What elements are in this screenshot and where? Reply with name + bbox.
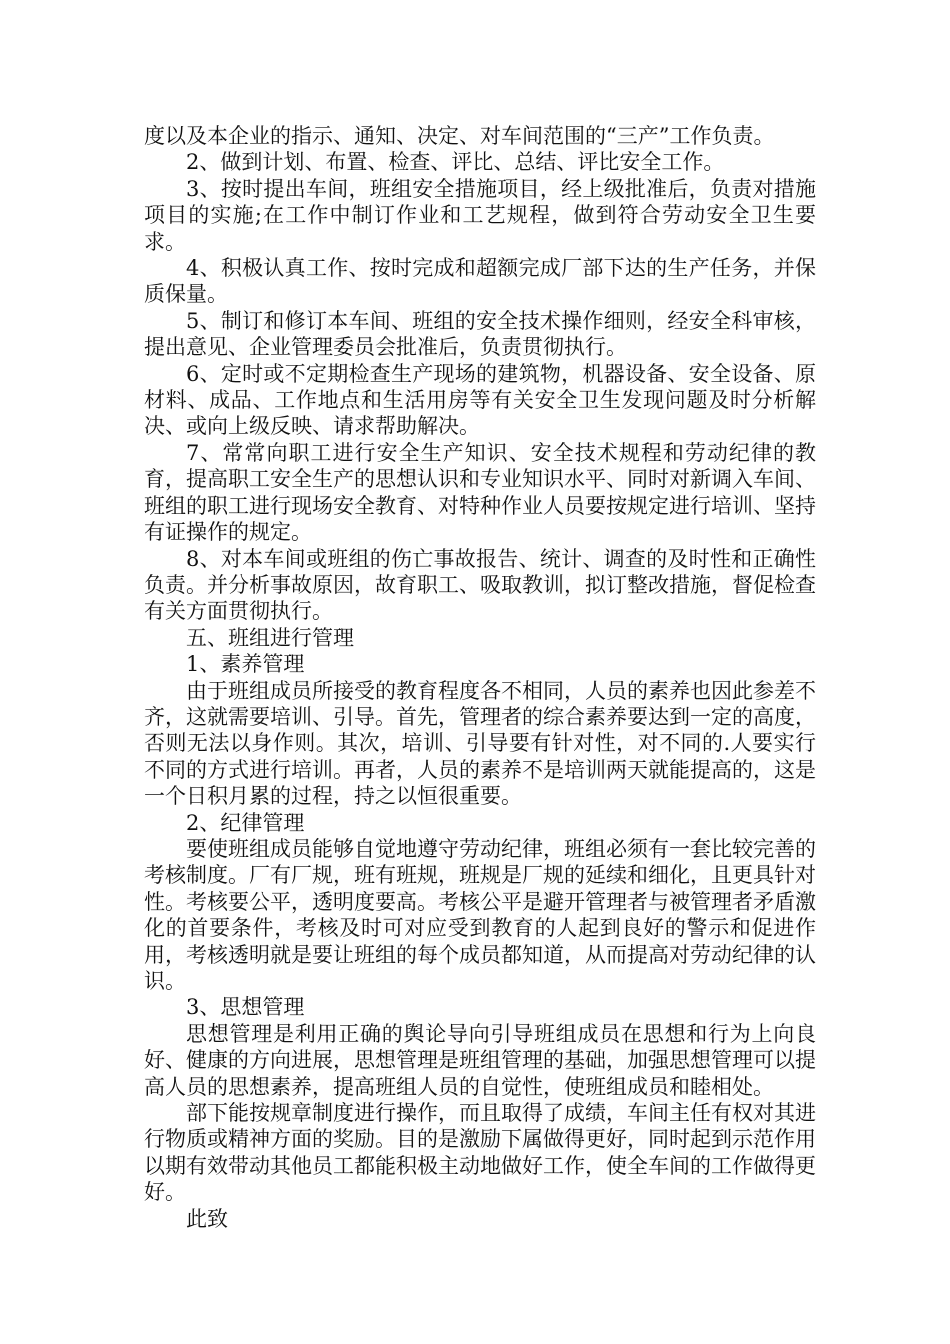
paragraph-discipline-management: 要使班组成员能够自觉地遵守劳动纪律，班组必须有一套比较完善的考核制度。厂有厂规，班有班规，班规是厂规的延续和细化，且更具针对性。考核要公平，透明度要高。考核公平是避开管理者与被管理者矛盾激化的首要条件，考核及时可对应受到教育的人起到良好的警示和促进作用，考核透明就是要让班组的每个成员都知道，从而提高对劳动纪律的认识。 <box>144 836 816 993</box>
paragraph-item-2: 2、做到计划、布置、检查、评比、总结、评比安全工作。 <box>186 150 725 175</box>
paragraph-rewards: 部下能按规章制度进行操作，而且取得了成绩，车间主任有权对其进行物质或精神方面的奖励。目的是激励下属做得更好，同时起到示范作用以期有效带动其他员工都能积极主动地做好工作，使全车间的工作做得更好。 <box>144 1101 816 1205</box>
subheading-discipline-management: 2、纪律管理 <box>186 810 305 835</box>
paragraph-thought-management: 思想管理是利用正确的舆论导向引导班组成员在思想和行为上向良好、健康的方向进展，思想管理是班组管理的基础，加强思想管理可以提高人员的思想素养，提高班组人员的自觉性，使班组成员和睦相处。 <box>144 1021 816 1099</box>
subheading-literacy-management: 1、素养管理 <box>186 652 305 677</box>
paragraph-literacy-management: 由于班组成员所接受的教育程度各不相同，人员的素养也因此参差不齐，这就需要培训、引导。首先，管理者的综合素养要达到一定的高度，否则无法以身作则。其次，培训、引导要有针对性，对不同的.人要实行不同的方式进行培训。再者，人员的素养不是培训两天就能提高的，这是一个日积月累的过程，持之以恒很重要。 <box>144 678 816 809</box>
subheading-thought-management: 3、思想管理 <box>186 995 305 1020</box>
paragraph-item-8: 8、对本车间或班组的伤亡事故报告、统计、调查的及时性和正确性负责。并分析事故原因，故育职工、吸取教训，拟订整改措施，督促检查有关方面贯彻执行。 <box>144 546 816 624</box>
paragraph-continuation: 度以及本企业的指示、通知、决定、对车间范围的“三产”工作负责。 <box>144 124 775 148</box>
paragraph-item-7: 7、常常向职工进行安全生产知识、安全技术规程和劳动纪律的教育，提高职工安全生产的思想认识和专业知识水平、同时对新调入车间、班组的职工进行现场安全教育、对特种作业人员要按规定进行培训、坚持有证操作的规定。 <box>144 440 816 545</box>
closing-salutation: 此致 <box>186 1206 228 1231</box>
section-heading-5: 五、班组进行管理 <box>186 625 354 650</box>
paragraph-item-3: 3、按时提出车间，班组安全措施项目，经上级批准后，负责对措施项目的实施;在工作中制订作业和工艺规程，做到符合劳动安全卫生要求。 <box>144 176 816 254</box>
paragraph-item-5: 5、制订和修订本车间、班组的安全技术操作细则，经安全科审核，提出意见、企业管理委员会批准后，负责贯彻执行。 <box>144 308 816 360</box>
document-body <box>144 123 816 1232</box>
paragraph-item-6: 6、定时或不定期检查生产现场的建筑物，机器设备、安全设备、原材料、成品、工作地点和生活用房等有关安全卫生发现问题及时分析解决、或向上级反映、请求帮助解决。 <box>144 361 816 439</box>
paragraph-item-4: 4、积极认真工作、按时完成和超额完成厂部下达的生产任务，并保质保量。 <box>144 256 816 307</box>
